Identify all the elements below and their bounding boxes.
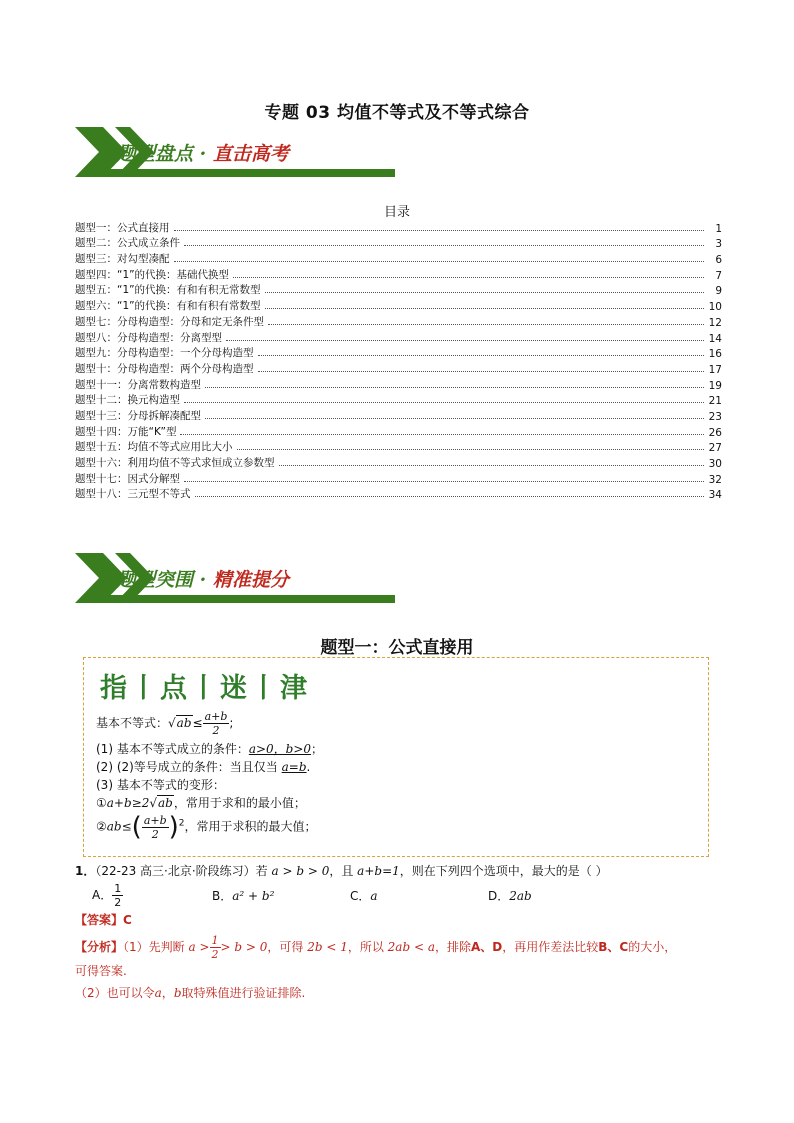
tip-line-sum: ①a+b≥2√ab，常用于求和的最小值； — [96, 796, 306, 810]
toc-item[interactable]: 题型十八：三元型不等式 34 — [75, 488, 722, 502]
toc-item[interactable]: 题型十六：利用均值不等式求恒成立参数型 30 — [75, 457, 722, 470]
banner-overview — [75, 127, 395, 177]
toc-item[interactable]: 题型十一：分离常数构造型 19 — [75, 378, 722, 392]
option-c[interactable]: C．a — [350, 889, 378, 903]
tip-heading: 指丨点丨迷丨津 — [100, 673, 310, 704]
toc-item[interactable]: 题型八：分母构造型：分离型型 14 — [75, 331, 722, 345]
toc-item[interactable]: 题型三：对勾型凑配 6 — [75, 253, 722, 267]
banner-overview-part2: 直击高考 — [212, 143, 289, 165]
analysis-part-2: （2）也可以令a，b取特殊值进行验证排除. — [75, 986, 306, 1000]
toc-item[interactable]: 题型九：分母构造型：一个分母构造型 16 — [75, 347, 722, 361]
banner-breakthrough-part2: 精准提分 — [212, 569, 289, 591]
section-title: 题型一：公式直接用 — [320, 638, 474, 658]
banner-breakthrough-part1: 题型突围 — [117, 569, 194, 591]
tip-line-equality: (2) (2)等号成立的条件：当且仅当 a=b. — [96, 760, 311, 774]
tip-line-formula: 基本不等式：√ab≤ $\frac{a+b}{2}$ ; — [96, 710, 234, 737]
table-of-contents — [75, 219, 722, 501]
toc-item[interactable]: 题型六：“1”的代换：有和有积有常数型 10 — [75, 300, 722, 314]
tip-line-variants: (3) 基本不等式的变形： — [96, 778, 225, 792]
toc-item[interactable]: 题型五：“1”的代换：有和有积无常数型 9 — [75, 284, 722, 298]
toc-title: 目录 — [383, 205, 410, 220]
banner-overview-part1: 题型盘点 — [117, 143, 194, 165]
toc-item[interactable]: 题型四：“1”的代换：基础代换型 7 — [75, 268, 722, 282]
toc-item[interactable]: 题型十四：万能“K”型 26 — [75, 425, 722, 439]
option-b[interactable]: B．a² + b² — [212, 889, 275, 903]
banner-breakthrough-dot: · — [199, 569, 207, 591]
tip-line-condition: (1) 基本不等式成立的条件：a>0，b>0； — [96, 742, 324, 756]
toc-item[interactable]: 题型一：公式直接用 1 — [75, 221, 722, 235]
toc-item[interactable]: 题型十五：均值不等式应用比大小 27 — [75, 441, 722, 455]
banner-overview-dot: · — [199, 143, 207, 165]
answer: 【答案】C — [75, 913, 132, 927]
toc-item[interactable]: 题型十：分母构造型：两个分母构造型 17 — [75, 362, 722, 376]
toc-item[interactable]: 题型七：分母构造型：分母和定无条件型 12 — [75, 315, 722, 329]
tip-box — [83, 657, 709, 857]
option-d[interactable]: D．2ab — [488, 889, 532, 903]
doc-title: 专题 03 均值不等式及不等式综合 — [264, 103, 530, 123]
banner-breakthrough — [75, 553, 395, 603]
toc-item[interactable]: 题型二：公式成立条件 3 — [75, 237, 722, 251]
analysis-part-1: 【分析】（1）先判断 a > $\frac{1}{2}$ > b > 0，可得 2b < 1，所以 2ab < a，排除A、D，再用作差法比较B、C的大小， 可得答案. — [75, 934, 677, 978]
toc-item[interactable]: 题型十七：因式分解型 32 — [75, 472, 722, 486]
tip-line-product: ②ab≤( $\frac{a+b}{2}$ )$^2$，常用于求积的最大值； — [96, 812, 317, 842]
option-a[interactable]: A． $\frac{1}{2}$ — [92, 882, 122, 909]
toc-item[interactable]: 题型十二：换元构造型 21 — [75, 394, 722, 408]
toc-item[interactable]: 题型十三：分母拆解凑配型 23 — [75, 409, 722, 423]
question-1: 1．（22-23 高三·北京·阶段练习）若 a > b > 0，且 a+b=1，则在下列四个选项中，最大的是（ ） — [75, 864, 608, 878]
